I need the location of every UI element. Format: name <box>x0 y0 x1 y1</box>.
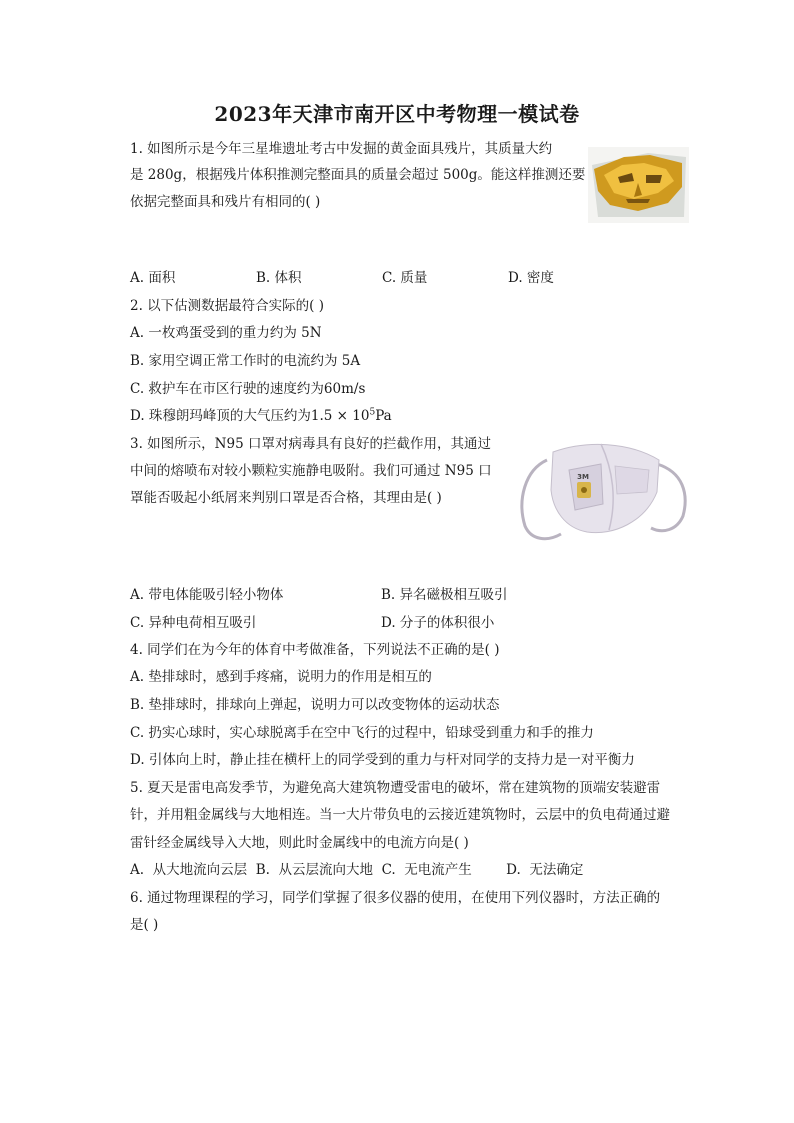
q1-stem-line3: 依据完整面具和残片有相同的( ) <box>130 194 321 210</box>
q4-stem: 4. 同学们在为今年的体育中考做准备，下列说法不正确的是( ) <box>130 642 500 658</box>
q5-stem-line1: 5. 夏天是雷电高发季节，为避免高大建筑物遭受雷电的破坏，常在建筑物的顶端安装避雷 <box>130 780 661 796</box>
q4-option-a[interactable]: A. 垫排球时，感到手疼痛，说明力的作用是相互的 <box>130 669 432 685</box>
q4-option-d[interactable]: D. 引体向上时，静止挂在横杆上的同学受到的重力与杆对同学的支持力是一对平衡力 <box>130 752 635 768</box>
q1-option-a[interactable]: A. 面积 <box>130 270 176 286</box>
q4-option-b[interactable]: B. 垫排球时，排球向上弹起，说明力可以改变物体的运动状态 <box>130 697 500 713</box>
q3-option-b[interactable]: B. 异名磁极相互吸引 <box>381 587 508 603</box>
q1-option-b[interactable]: B. 体积 <box>256 270 302 286</box>
q2-option-a[interactable]: A. 一枚鸡蛋受到的重力约为 5N <box>130 325 322 341</box>
q2-option-b[interactable]: B. 家用空调正常工作时的电流约为 5A <box>130 353 361 369</box>
q3-option-d[interactable]: D. 分子的体积很小 <box>381 615 495 631</box>
q5-stem-line3: 雷针经金属线导入大地，则此时金属线中的电流方向是( ) <box>130 835 469 851</box>
q3-stem-line1: 3. 如图所示，N95 口罩对病毒具有良好的拦截作用，其通过 <box>130 436 491 452</box>
gold-mask-image <box>588 147 689 223</box>
q6-stem-line2: 是( ) <box>130 917 159 933</box>
page-title: 2023年天津市南开区中考物理一模试卷 <box>214 102 580 126</box>
q1-option-d[interactable]: D. 密度 <box>508 270 554 286</box>
q5-options[interactable]: A. 从大地流向云层 B. 从云层流向大地 C. 无电流产生 D. 无法确定 <box>130 862 584 878</box>
q3-stem-line2: 中间的熔喷布对较小颗粒实施静电吸附。我们可通过 N95 口 <box>130 463 492 479</box>
q2-stem: 2. 以下估测数据最符合实际的( ) <box>130 298 324 314</box>
q5-stem-line2: 针，并用粗金属线与大地相连。当一大片带负电的云接近建筑物时，云层中的负电荷通过避 <box>130 807 670 823</box>
q3-option-c[interactable]: C. 异种电荷相互吸引 <box>130 615 257 631</box>
mask-brand-text: 3M <box>577 473 589 481</box>
q2-option-d-text: D. 珠穆朗玛峰顶的大气压约为1.5 × 10 <box>130 408 370 424</box>
q1-stem-line1: 1. 如图所示是今年三星堆遗址考古中发掘的黄金面具残片，其质量大约 <box>130 141 553 157</box>
q2-option-c[interactable]: C. 救护车在市区行驶的速度约为60m/s <box>130 381 366 397</box>
q2-option-d-unit: Pa <box>375 408 392 424</box>
n95-mask-image <box>517 430 689 548</box>
q2-option-d[interactable] <box>130 407 392 425</box>
q1-stem-line2: 是 280g，根据残片体积推测完整面具的质量会超过 500g。能这样推测还要 <box>130 167 586 183</box>
q3-stem-line3: 罩能否吸起小纸屑来判别口罩是否合格，其理由是( ) <box>130 490 442 506</box>
q1-option-c[interactable]: C. 质量 <box>382 270 428 286</box>
q2-option-d-exponent: 5 <box>369 407 376 418</box>
q3-option-a[interactable]: A. 带电体能吸引轻小物体 <box>130 587 284 603</box>
q4-option-c[interactable]: C. 扔实心球时，实心球脱离手在空中飞行的过程中，铅球受到重力和手的推力 <box>130 725 594 741</box>
q6-stem-line1: 6. 通过物理课程的学习，同学们掌握了很多仪器的使用，在使用下列仪器时，方法正确的 <box>130 890 661 906</box>
